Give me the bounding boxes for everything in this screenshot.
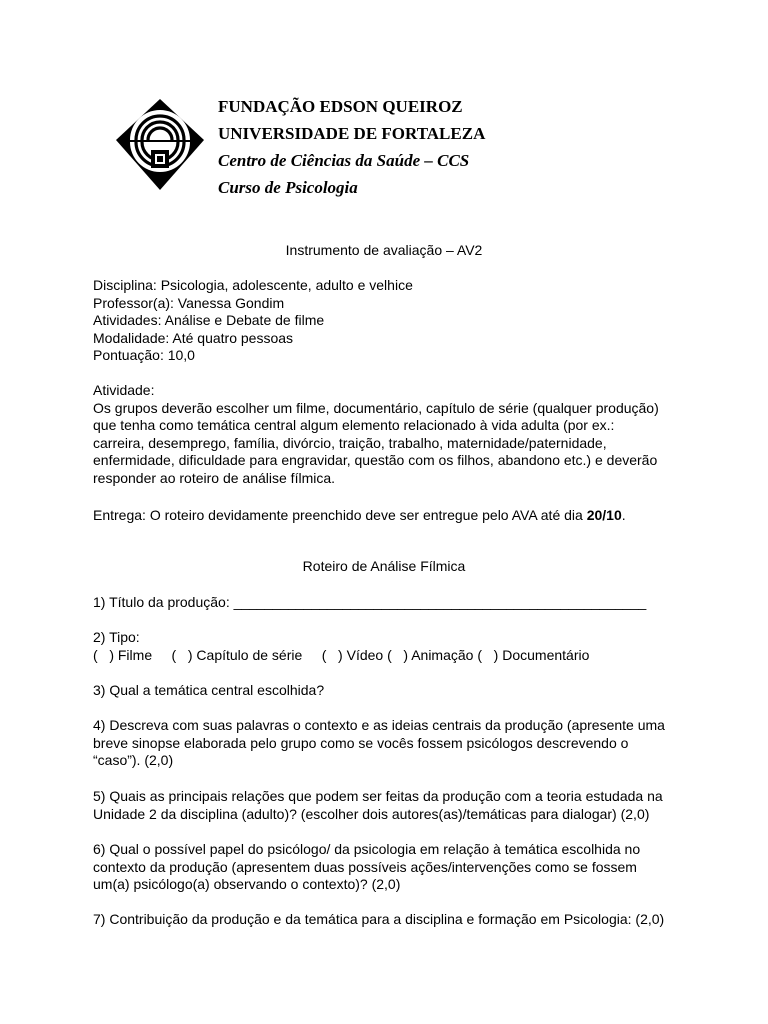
roteiro-title: Roteiro de Análise Fílmica	[302, 558, 466, 574]
question-7: 7) Contribuição da produção e da temática para a disciplina e formação em Psicologia: (2,0)	[93, 911, 665, 927]
question-4	[93, 717, 665, 770]
info-atividades: Atividades: Análise e Debate de filme	[93, 312, 325, 329]
atividade-line: enfermidade, dificuldade para engravidar, questão com os filhos, abandono etc.) e deverão	[93, 452, 658, 469]
question-2	[93, 629, 589, 664]
question-2-label: 2) Tipo:	[93, 629, 140, 645]
course-name: Curso de Psicologia	[218, 178, 358, 197]
entrega-line	[93, 507, 626, 525]
question-4-line: “caso”). (2,0)	[93, 752, 174, 769]
info-pontuacao: Pontuação: 10,0	[93, 347, 195, 364]
question-3: 3) Qual a temática central escolhida?	[93, 682, 325, 698]
entrega-date: 20/10	[586, 507, 622, 523]
question-1: 1) Título da produção: _____________________________________________________	[93, 594, 647, 610]
atividade-line: responder ao roteiro de análise fílmica.	[93, 469, 336, 486]
atividade-line: carreira, desemprego, família, divórcio, traição, trabalho, maternidade/paternidade,	[93, 434, 607, 451]
question-2-options: ( ) Filme ( ) Capítulo de série ( ) Vídeo ( ) Animação ( ) Documentário	[93, 646, 590, 663]
question-4-line: 4) Descreva com suas palavras o contexto e as ideias centrais da produção (apresente uma	[93, 717, 665, 733]
university-name: UNIVERSIDADE DE FORTALEZA	[218, 124, 486, 143]
atividade-block	[93, 382, 659, 488]
question-4-line: breve sinopse elaborada pelo grupo como se vocês fossem psicólogos descrevendo o	[93, 734, 629, 751]
question-5-line: 5) Quais as principais relações que podem ser feitas da produção com a teoria estudada na	[93, 788, 663, 804]
document-title: Instrumento de avaliação – AV2	[285, 242, 483, 258]
question-6-line: um(a) psicólogo(a) observando o contexto)? (2,0)	[93, 876, 401, 893]
question-6	[93, 841, 640, 894]
info-block	[93, 277, 413, 365]
atividade-heading: Atividade:	[93, 382, 155, 398]
info-modalidade: Modalidade: Até quatro pessoas	[93, 329, 294, 346]
atividade-line: que tenha como temática central algum elemento relacionado à vida adulta (por ex.:	[93, 417, 615, 434]
foundation-name: FUNDAÇÃO EDSON QUEIROZ	[218, 97, 463, 116]
question-6-line: contexto da produção (apresentem duas possíveis ações/intervenções como se fossem	[93, 858, 637, 875]
question-5-line: Unidade 2 da disciplina (adulto)? (escolher dois autores(as)/temáticas para dialogar) (2,0)	[93, 805, 650, 822]
question-5	[93, 788, 663, 823]
center-name: Centro de Ciências da Saúde – CCS	[218, 151, 470, 170]
atividade-line: Os grupos deverão escolher um filme, documentário, capítulo de série (qualquer produção)	[93, 399, 659, 416]
question-6-line: 6) Qual o possível papel do psicólogo/ da psicologia em relação à temática escolhida no	[93, 841, 641, 857]
institution-header	[218, 93, 485, 201]
university-logo-icon	[114, 98, 206, 192]
entrega-suffix: .	[621, 507, 626, 523]
info-disciplina: Disciplina: Psicologia, adolescente, adulto e velhice	[93, 277, 413, 293]
entrega-text: Entrega: O roteiro devidamente preenchido deve ser entregue pelo AVA até dia	[93, 507, 587, 523]
info-professor: Professor(a): Vanessa Gondim	[93, 294, 285, 311]
